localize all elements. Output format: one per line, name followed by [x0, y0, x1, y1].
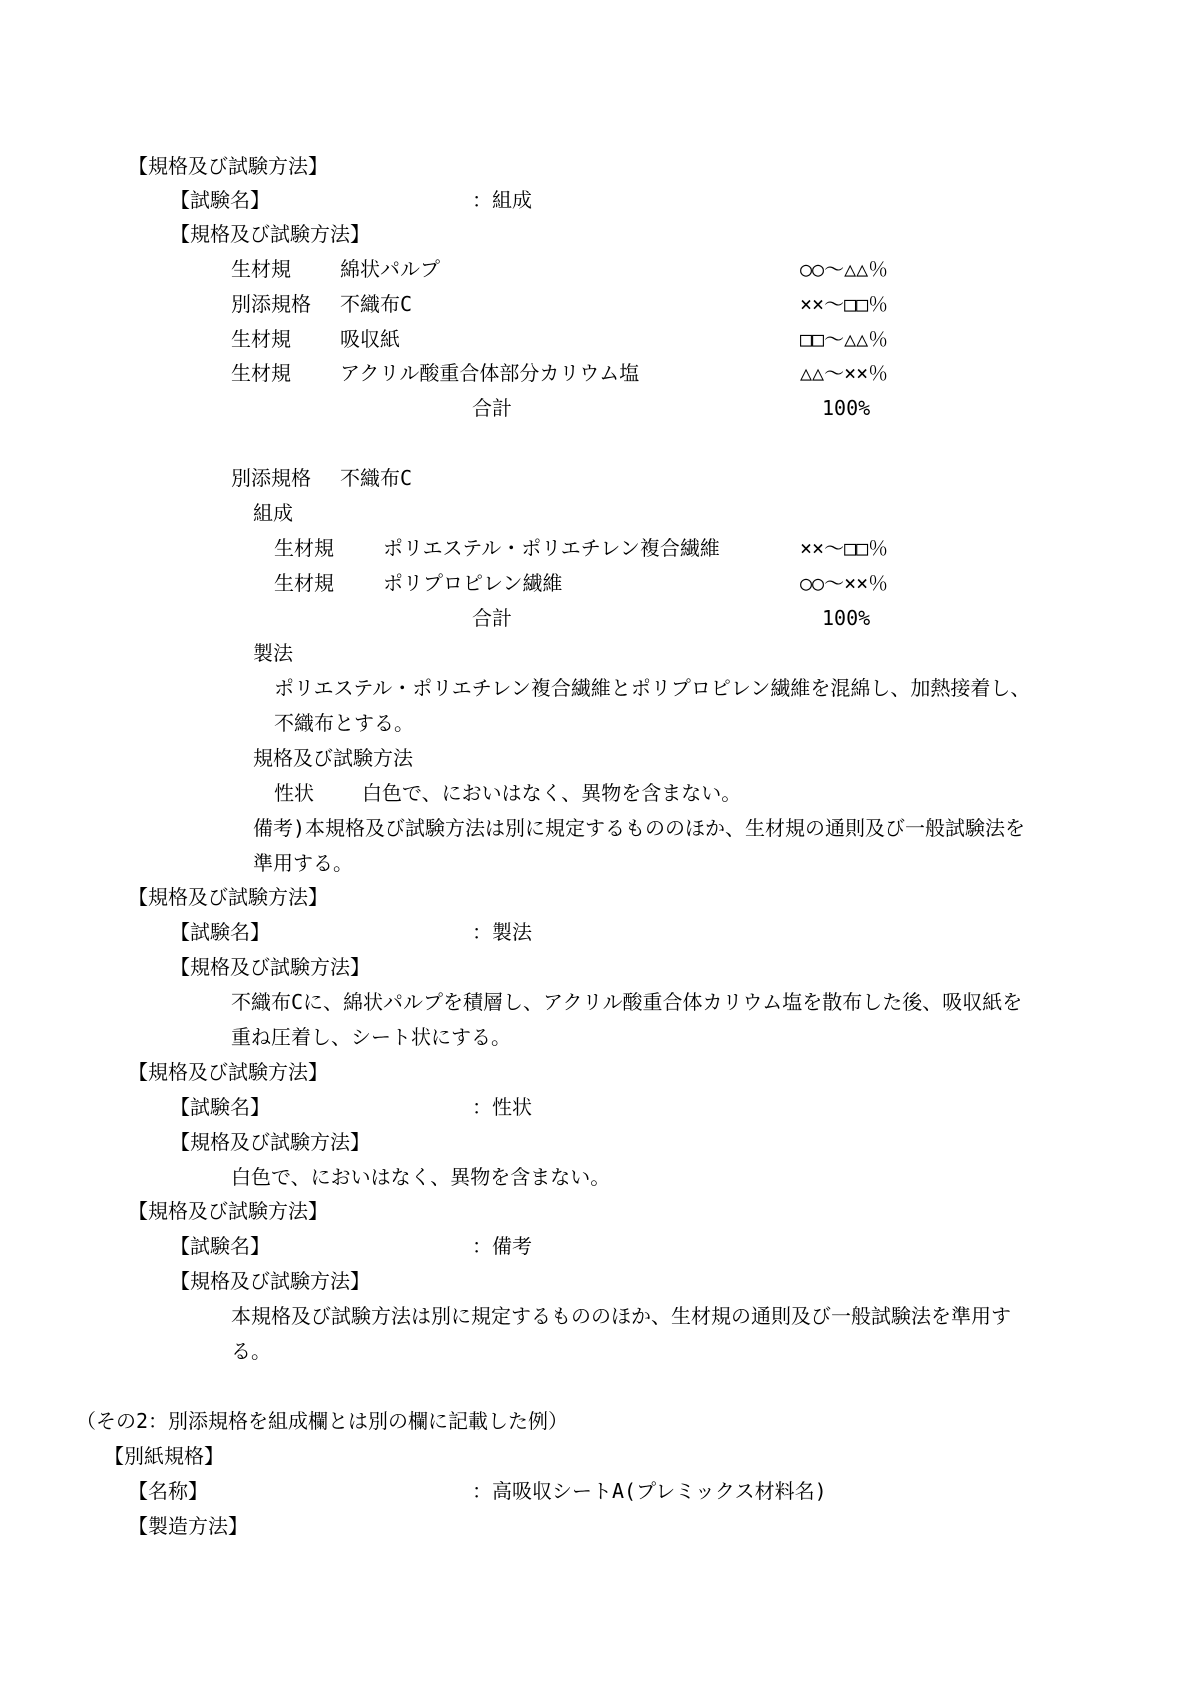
section-heading: 【規格及び試験方法】 [128, 154, 328, 178]
composition-row-category: 別添規格 [231, 292, 311, 316]
test-name-value: ：備考 [472, 1234, 532, 1258]
total-value: 100% [822, 396, 871, 420]
section-heading: 【規格及び試験方法】 [128, 1060, 328, 1084]
spec-label: 【規格及び試験方法】 [170, 1130, 370, 1154]
attachment-property-value: 白色で、においはなく、異物を含まない。 [362, 781, 742, 805]
spec-label: 【規格及び試験方法】 [170, 955, 370, 979]
spec-text: 重ね圧着し、シート状にする。 [231, 1025, 511, 1049]
manufacturing-method-label: 【製造方法】 [128, 1514, 248, 1538]
composition-row-category: 生材規 [231, 257, 291, 281]
composition-row-name: 綿状パルプ [340, 257, 440, 281]
composition-row-percent: ××～□□％ [800, 292, 889, 316]
attachment-composition-label: 組成 [253, 501, 293, 525]
spec-label: 【規格及び試験方法】 [170, 222, 370, 246]
composition-row-percent: △△～××％ [800, 361, 889, 385]
spec-text: 白色で、においはなく、異物を含まない。 [231, 1165, 611, 1189]
test-name-value: ：組成 [472, 188, 532, 212]
attachment-row-category: 生材規 [274, 536, 334, 560]
attachment-note: 準用する。 [253, 851, 353, 875]
attachment-spec-label: 規格及び試験方法 [253, 746, 413, 770]
spec-text: 不織布Cに、綿状パルプを積層し、アクリル酸重合体カリウム塩を散布した後、吸収紙を [231, 990, 1023, 1014]
composition-row-name: アクリル酸重合体部分カリウム塩 [340, 361, 640, 385]
test-name-label: 【試験名】 [170, 920, 270, 944]
composition-row-category: 生材規 [231, 361, 291, 385]
spec-text: 本規格及び試験方法は別に規定するもののほか、生材規の通則及び一般試験法を準用す [231, 1304, 1011, 1328]
example-caption: （その2：別添規格を組成欄とは別の欄に記載した例） [76, 1409, 569, 1433]
attachment-name: 不織布C [340, 466, 413, 490]
attachment-row-percent: ××～□□％ [800, 536, 889, 560]
attachment-note: 備考)本規格及び試験方法は別に規定するもののほか、生材規の通則及び一般試験法を [253, 816, 1026, 840]
attachment-method-text: ポリエステル・ポリエチレン複合繊維とポリプロピレン繊維を混綿し、加熱接着し、 [274, 676, 1031, 700]
composition-row-percent: ○○～△△％ [800, 257, 889, 281]
attachment-category: 別添規格 [231, 466, 311, 490]
composition-row-name: 吸収紙 [340, 327, 400, 351]
attachment-row-name: ポリプロピレン繊維 [383, 571, 563, 595]
attachment-method-label: 製法 [253, 641, 293, 665]
test-name-label: 【試験名】 [170, 1234, 270, 1258]
attachment-total-label: 合計 [472, 606, 512, 630]
test-name-label: 【試験名】 [170, 188, 270, 212]
composition-row-percent: □□～△△％ [800, 327, 889, 351]
attachment-total-value: 100% [822, 606, 871, 630]
composition-row-name: 不織布C [340, 292, 413, 316]
attachment-method-text: 不織布とする。 [274, 711, 414, 735]
attachment-spec-heading: 【別紙規格】 [104, 1444, 224, 1468]
attachment-row-name: ポリエステル・ポリエチレン複合繊維 [383, 536, 720, 560]
spec-label: 【規格及び試験方法】 [170, 1269, 370, 1293]
test-name-value: ：製法 [472, 920, 532, 944]
attachment-row-percent: ○○～××％ [800, 571, 889, 595]
name-label: 【名称】 [128, 1479, 208, 1503]
composition-row-category: 生材規 [231, 327, 291, 351]
attachment-property-label: 性状 [274, 781, 314, 805]
total-label: 合計 [472, 396, 512, 420]
section-heading: 【規格及び試験方法】 [128, 1199, 328, 1223]
name-value: ：高吸収シートA(プレミックス材料名) [472, 1479, 827, 1503]
attachment-row-category: 生材規 [274, 571, 334, 595]
test-name-label: 【試験名】 [170, 1095, 270, 1119]
section-heading: 【規格及び試験方法】 [128, 885, 328, 909]
test-name-value: ：性状 [472, 1095, 532, 1119]
spec-text: る。 [231, 1339, 271, 1363]
